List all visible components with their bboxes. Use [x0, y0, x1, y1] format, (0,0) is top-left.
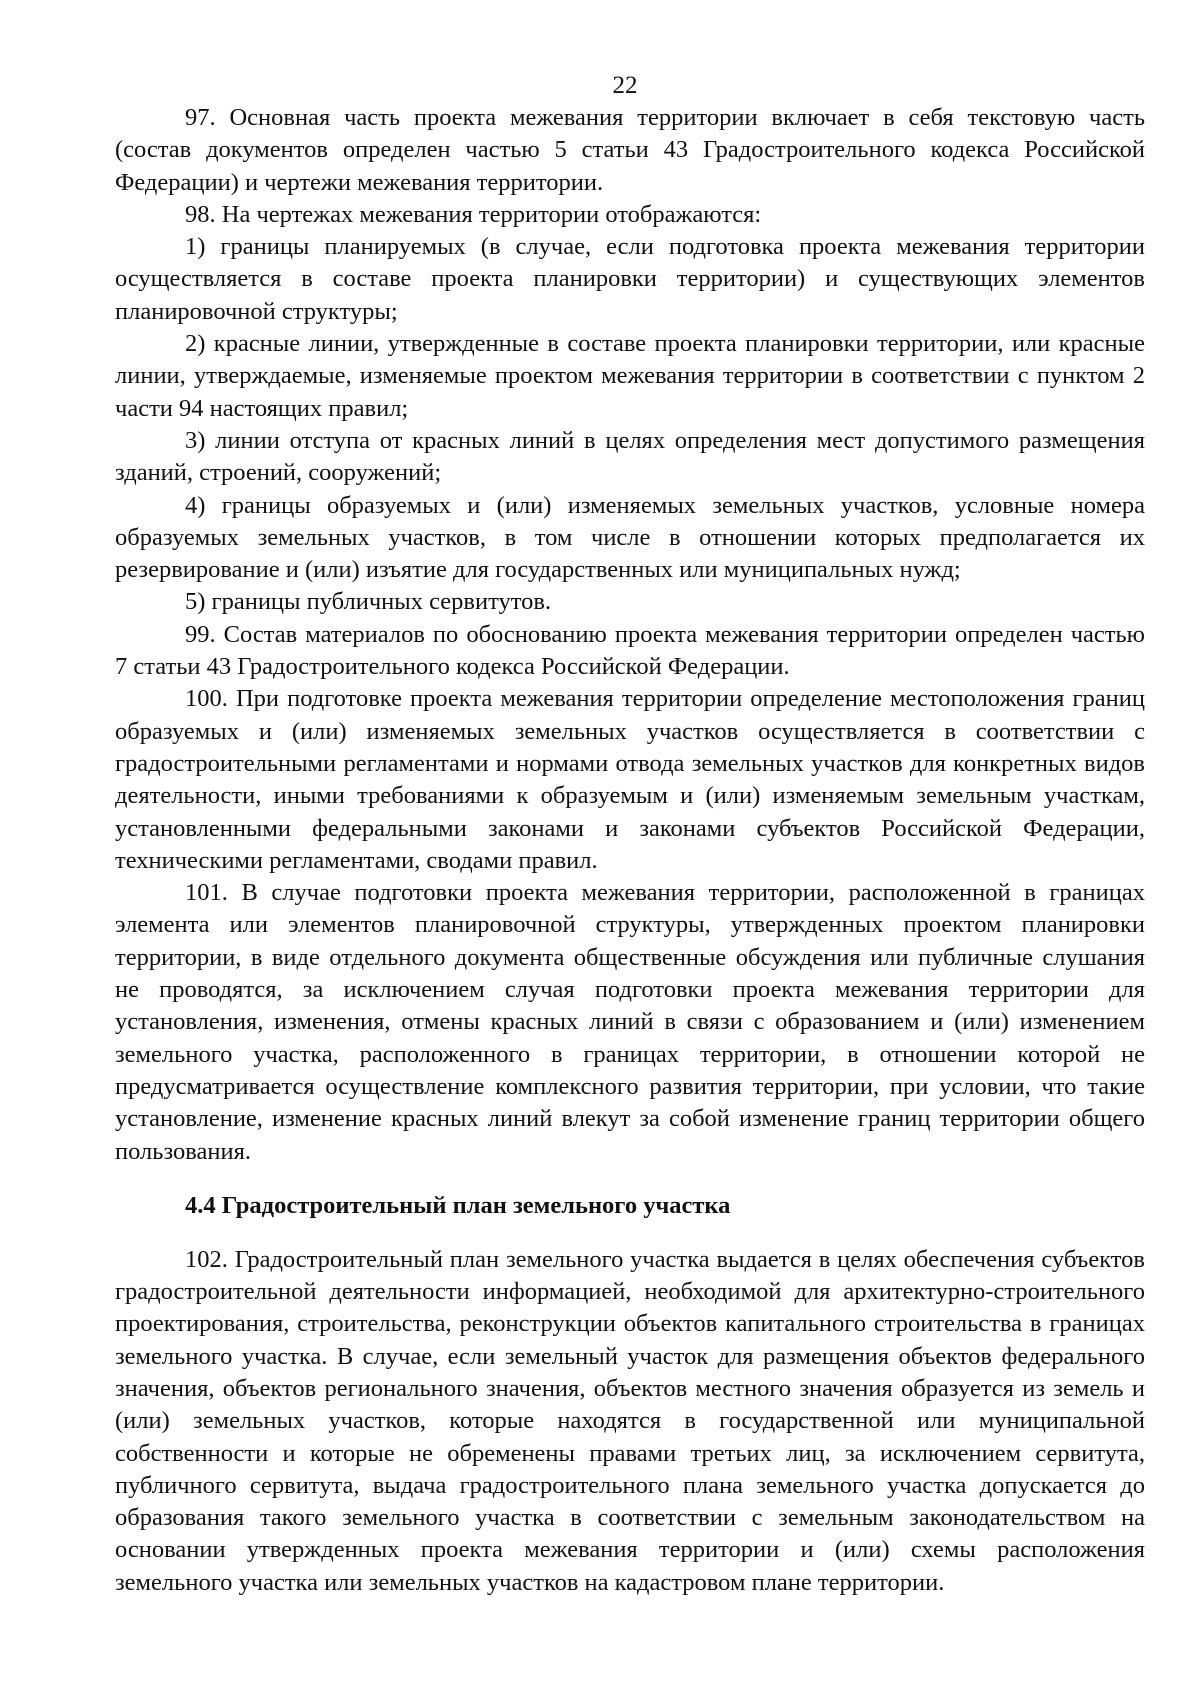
paragraph-102: 102. Градостроительный план земельного участка выдается в целях обеспечения субъектов градостроительной деятельности информацией, необходимой для архитектурно-строительного проектирования, строительства, реконструкции объектов капитального строительства в границах земельного участка. В случае, если земельный участок для размещения объектов федерального значения, объектов регионального значения, объектов местного значения образуется из земель и (или) земельных участков, которые находятся в государственной или муниципальной собственности и которые не обременены правами третьих лиц, за исключением сервитута, публичного сервитута, выдача градостроительного плана земельного участка допускается до образования такого земельного участка в соответствии с земельным законодательством на основании утвержденных проекта межевания территории и (или) схемы расположения земельного участка или земельных участков на кадастровом плане территории.: [115, 1245, 1145, 1596]
paragraph-97: 97. Основная часть проекта межевания территории включает в себя текстовую часть (состав документов определен частью 5 статьи 43 Градостроительного кодекса Российской Федерации) и чертежи межевания территории.: [115, 104, 1145, 196]
list-item-1: 1) границы планируемых (в случае, если подготовка проекта межевания территории осуществляется в составе проекта планировки территории) и существующих элементов планировочной структуры;: [115, 233, 1145, 325]
page-number: 22: [612, 72, 638, 99]
document-body: [115, 102, 1145, 1168]
paragraph-98: 98. На чертежах межевания территории отображаются:: [185, 200, 762, 228]
paragraph-100: 100. При подготовке проекта межевания территории определение местоположения границ образуемых и (или) изменяемых земельных участков осуществляется в соответствии с градостроительными регламентами и нормами отвода земельных участков для конкретных видов деятельности, иными требованиями к образуемым и (или) изменяемым земельным участкам, установленными федеральными законами и законами субъектов Российской Федерации, техническими регламентами, сводами правил.: [115, 685, 1145, 874]
document-page: [115, 70, 1145, 1599]
section-heading: 4.4 Градостроительный план земельного участка: [185, 1191, 731, 1219]
paragraph-101: 101. В случае подготовки проекта межевания территории, расположенной в границах элемента или элементов планировочной структуры, утвержденных проектом планировки территории, в виде отдельного документа общественные обсуждения или публичные слушания не проводятся, за исключением случая подготовки проекта межевания территории для установления, изменения, отмены красных линий в связи с образованием и (или) изменением земельного участка, расположенного в границах территории, в отношении которой не предусматривается осуществление комплексного развития территории, при условии, что такие установление, изменение красных линий влекут за собой изменение границ территории общего пользования.: [115, 879, 1145, 1165]
list-item-2: 2) красные линии, утвержденные в составе проекта планировки территории, или красные линии, утверждаемые, изменяемые проектом межевания территории в соответствии с пунктом 2 части 94 настоящих правил;: [115, 330, 1145, 422]
list-item-4: 4) границы образуемых и (или) изменяемых земельных участков, условные номера образуемых земельных участков, в том числе в отношении которых предполагается их резервирование и (или) изъятие для государственных или муниципальных нужд;: [115, 491, 1145, 584]
list-item-5: 5) границы публичных сервитутов.: [185, 588, 552, 616]
list-item-3: 3) линии отступа от красных линий в целях определения мест допустимого размещения зданий, строений, сооружений;: [115, 426, 1145, 487]
document-body-continued: [115, 1244, 1145, 1599]
paragraph-99: 99. Состав материалов по обоснованию проекта межевания территории определен частью 7 статьи 43 Градостроительного кодекса Российской Федерации.: [115, 620, 1145, 681]
